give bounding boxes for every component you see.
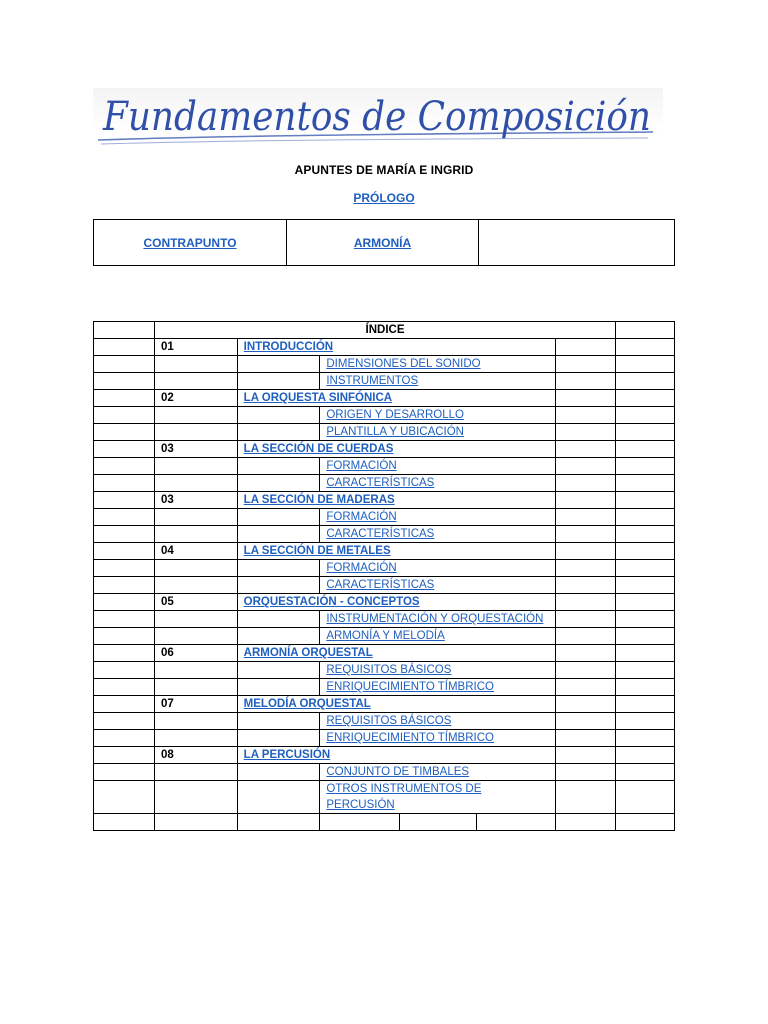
section-link[interactable]: MELODÍA ORQUESTAL xyxy=(243,698,371,710)
table-cell xyxy=(556,339,616,356)
subsection-cell xyxy=(320,713,556,730)
index-subsection-row xyxy=(94,424,675,441)
table-cell xyxy=(237,628,320,645)
table-cell xyxy=(556,747,616,764)
index-empty-row xyxy=(94,814,675,831)
table-cell xyxy=(556,577,616,594)
handwritten-title-logo xyxy=(93,88,663,150)
subsection-link[interactable]: FORMACIÓN xyxy=(326,562,397,574)
table-cell xyxy=(94,679,155,696)
table-cell xyxy=(154,730,237,747)
section-link[interactable]: INTRODUCCIÓN xyxy=(243,341,334,353)
table-cell xyxy=(237,526,320,543)
table-cell xyxy=(237,662,320,679)
subsection-link[interactable]: REQUISITOS BÁSICOS xyxy=(326,715,452,727)
index-section-row xyxy=(94,747,675,764)
table-cell xyxy=(154,577,237,594)
table-cell xyxy=(94,781,155,814)
table-cell xyxy=(154,814,237,831)
table-cell xyxy=(556,645,616,662)
section-cell xyxy=(237,747,555,764)
table-cell xyxy=(154,628,237,645)
index-section-row xyxy=(94,645,675,662)
subsection-link[interactable]: ORIGEN Y DESARROLLO xyxy=(326,409,464,421)
table-cell xyxy=(94,356,155,373)
index-subsection-row xyxy=(94,611,675,628)
table-cell xyxy=(556,781,616,814)
table-cell xyxy=(616,526,675,543)
section-number: 05 xyxy=(154,594,237,611)
section-cell xyxy=(237,390,555,407)
index-subsection-row xyxy=(94,475,675,492)
subsection-cell xyxy=(320,407,556,424)
table-cell xyxy=(94,764,155,781)
table-cell xyxy=(237,679,320,696)
section-cell xyxy=(237,594,555,611)
table-cell xyxy=(320,814,400,831)
section-cell xyxy=(237,339,555,356)
prologo-link[interactable]: PRÓLOGO xyxy=(353,191,415,205)
subsection-link[interactable]: CONJUNTO DE TIMBALES xyxy=(326,766,470,778)
table-cell xyxy=(556,730,616,747)
subsection-link[interactable]: CARACTERÍSTICAS xyxy=(326,477,435,489)
subsection-cell xyxy=(320,679,556,696)
index-subsection-row xyxy=(94,730,675,747)
table-cell xyxy=(616,356,675,373)
table-cell xyxy=(616,713,675,730)
section-number: 02 xyxy=(154,390,237,407)
table-cell xyxy=(616,730,675,747)
subsection-cell xyxy=(320,662,556,679)
section-cell xyxy=(237,492,555,509)
table-cell xyxy=(616,594,675,611)
table-cell xyxy=(94,611,155,628)
table-cell xyxy=(94,594,155,611)
table-cell xyxy=(556,373,616,390)
index-subsection-row xyxy=(94,356,675,373)
table-cell xyxy=(237,814,320,831)
table-cell xyxy=(94,475,155,492)
section-link[interactable]: LA PERCUSIÓN xyxy=(243,749,331,761)
index-section-row xyxy=(94,339,675,356)
index-subsection-row xyxy=(94,526,675,543)
section-number: 06 xyxy=(154,645,237,662)
table-cell xyxy=(94,747,155,764)
index-table xyxy=(93,321,675,831)
table-cell xyxy=(616,475,675,492)
index-section-row xyxy=(94,696,675,713)
table-cell xyxy=(154,424,237,441)
table-cell xyxy=(154,713,237,730)
table-cell xyxy=(237,356,320,373)
table-cell xyxy=(237,730,320,747)
index-subsection-row xyxy=(94,560,675,577)
subsection-cell xyxy=(320,373,556,390)
subsection-link[interactable]: ENRIQUECIMIENTO TÍMBRICO xyxy=(326,732,494,744)
table-cell xyxy=(616,509,675,526)
logo-text: Fundamentos de Composición xyxy=(102,94,652,140)
table-cell xyxy=(94,373,155,390)
table-cell xyxy=(94,322,155,339)
section-link[interactable]: ARMONÍA ORQUESTAL xyxy=(243,647,373,659)
index-subsection-row xyxy=(94,628,675,645)
index-subsection-row xyxy=(94,577,675,594)
table-cell xyxy=(616,764,675,781)
index-subsection-row xyxy=(94,781,675,814)
table-cell xyxy=(94,492,155,509)
table-cell xyxy=(94,730,155,747)
table-cell xyxy=(556,662,616,679)
index-subsection-row xyxy=(94,662,675,679)
table-cell xyxy=(94,814,155,831)
table-cell xyxy=(237,764,320,781)
table-cell xyxy=(94,560,155,577)
subsection-cell xyxy=(320,577,556,594)
index-subsection-row xyxy=(94,407,675,424)
subsection-cell xyxy=(320,764,556,781)
subsection-cell xyxy=(320,475,556,492)
table-cell xyxy=(237,424,320,441)
section-number: 07 xyxy=(154,696,237,713)
section-number: 08 xyxy=(154,747,237,764)
table-cell xyxy=(556,390,616,407)
table-cell xyxy=(94,441,155,458)
table-cell xyxy=(556,424,616,441)
subsection-link[interactable]: REQUISITOS BÁSICOS xyxy=(326,664,452,676)
index-subsection-row xyxy=(94,373,675,390)
table-cell xyxy=(556,475,616,492)
table-cell xyxy=(556,492,616,509)
nav-cell-armonia xyxy=(286,220,478,265)
table-cell xyxy=(237,713,320,730)
table-cell xyxy=(616,458,675,475)
section-cell xyxy=(237,645,555,662)
table-cell xyxy=(154,458,237,475)
table-cell xyxy=(616,322,675,339)
subsection-link[interactable]: INSTRUMENTACIÓN Y ORQUESTACIÓN xyxy=(326,613,544,625)
table-cell xyxy=(556,441,616,458)
subsection-link[interactable]: FORMACIÓN xyxy=(326,460,397,472)
table-cell xyxy=(616,696,675,713)
table-cell xyxy=(556,458,616,475)
table-cell xyxy=(616,560,675,577)
table-cell xyxy=(154,560,237,577)
subsection-cell xyxy=(320,424,556,441)
table-cell xyxy=(616,373,675,390)
table-cell xyxy=(556,594,616,611)
table-cell xyxy=(556,814,616,831)
table-cell xyxy=(154,373,237,390)
table-cell xyxy=(154,475,237,492)
table-cell xyxy=(616,645,675,662)
subsection-cell xyxy=(320,560,556,577)
index-subsection-row xyxy=(94,509,675,526)
index-header-row xyxy=(94,322,675,339)
table-cell xyxy=(237,407,320,424)
table-cell xyxy=(616,781,675,814)
section-link[interactable]: LA SECCIÓN DE METALES xyxy=(243,545,391,557)
table-cell xyxy=(556,679,616,696)
table-cell xyxy=(94,713,155,730)
table-cell xyxy=(154,526,237,543)
index-subsection-row xyxy=(94,713,675,730)
table-cell xyxy=(94,424,155,441)
subsection-link[interactable]: PLANTILLA Y UBICACIÓN xyxy=(326,426,464,438)
index-section-row xyxy=(94,390,675,407)
table-cell xyxy=(94,339,155,356)
subsection-cell xyxy=(320,781,556,814)
table-cell xyxy=(154,679,237,696)
section-number: 03 xyxy=(154,492,237,509)
table-cell xyxy=(616,662,675,679)
index-subsection-row xyxy=(94,764,675,781)
subsection-link[interactable]: OTROS INSTRUMENTOS DE PERCUSIÓN xyxy=(326,783,482,811)
document-subtitle: APUNTES DE MARÍA E INGRID xyxy=(294,163,474,177)
table-cell xyxy=(237,475,320,492)
table-cell xyxy=(556,543,616,560)
section-number: 03 xyxy=(154,441,237,458)
section-number: 01 xyxy=(154,339,237,356)
index-section-row xyxy=(94,492,675,509)
subsection-cell xyxy=(320,458,556,475)
table-cell xyxy=(399,814,477,831)
table-cell xyxy=(616,424,675,441)
table-cell xyxy=(477,814,556,831)
nav-cell-contrapunto xyxy=(94,220,286,265)
table-cell xyxy=(154,611,237,628)
table-cell xyxy=(237,611,320,628)
section-cell xyxy=(237,441,555,458)
subsection-link[interactable]: FORMACIÓN xyxy=(326,511,397,523)
table-cell xyxy=(616,814,675,831)
table-cell xyxy=(94,645,155,662)
table-cell xyxy=(94,543,155,560)
index-subsection-row xyxy=(94,679,675,696)
table-cell xyxy=(556,611,616,628)
contrapunto-link[interactable]: CONTRAPUNTO xyxy=(143,235,237,250)
subsection-cell xyxy=(320,628,556,645)
subsection-link[interactable]: ARMONÍA Y MELODÍA xyxy=(326,630,445,642)
index-title: ÍNDICE xyxy=(154,322,615,339)
table-cell xyxy=(616,543,675,560)
table-cell xyxy=(616,390,675,407)
table-cell xyxy=(94,662,155,679)
table-cell xyxy=(556,696,616,713)
table-cell xyxy=(616,339,675,356)
subsection-cell xyxy=(320,509,556,526)
subsection-cell xyxy=(320,611,556,628)
section-link[interactable]: LA SECCIÓN DE MADERAS xyxy=(243,494,395,506)
table-cell xyxy=(237,373,320,390)
subsection-link[interactable]: ENRIQUECIMIENTO TÍMBRICO xyxy=(326,681,494,693)
table-cell xyxy=(94,628,155,645)
table-cell xyxy=(94,577,155,594)
table-cell xyxy=(556,407,616,424)
table-cell xyxy=(556,509,616,526)
subsection-link[interactable]: CARACTERÍSTICAS xyxy=(326,579,435,591)
table-cell xyxy=(94,458,155,475)
table-cell xyxy=(616,441,675,458)
table-cell xyxy=(556,560,616,577)
table-cell xyxy=(154,764,237,781)
index-section-row xyxy=(94,543,675,560)
subsection-link[interactable]: DIMENSIONES DEL SONIDO xyxy=(326,358,481,370)
index-table-body xyxy=(94,322,675,831)
subsection-link[interactable]: INSTRUMENTOS xyxy=(326,375,419,387)
table-cell xyxy=(556,713,616,730)
table-cell xyxy=(154,356,237,373)
section-link[interactable]: ORQUESTACIÓN - CONCEPTOS xyxy=(243,596,420,608)
subsection-cell xyxy=(320,526,556,543)
section-link[interactable]: LA SECCIÓN DE CUERDAS xyxy=(243,443,394,455)
table-cell xyxy=(237,458,320,475)
table-cell xyxy=(556,764,616,781)
subsection-link[interactable]: CARACTERÍSTICAS xyxy=(326,528,435,540)
armonia-link[interactable]: ARMONÍA xyxy=(353,235,412,250)
section-cell xyxy=(237,543,555,560)
table-cell xyxy=(94,696,155,713)
table-cell xyxy=(237,781,320,814)
table-cell xyxy=(616,611,675,628)
table-cell xyxy=(154,509,237,526)
table-cell xyxy=(94,390,155,407)
index-subsection-row xyxy=(94,458,675,475)
index-section-row xyxy=(94,594,675,611)
table-cell xyxy=(154,407,237,424)
table-cell xyxy=(237,560,320,577)
table-cell xyxy=(154,662,237,679)
table-cell xyxy=(616,628,675,645)
table-cell xyxy=(616,492,675,509)
table-cell xyxy=(94,526,155,543)
subsection-cell xyxy=(320,730,556,747)
section-link[interactable]: LA ORQUESTA SINFÓNICA xyxy=(243,392,393,404)
table-cell xyxy=(616,679,675,696)
title-banner xyxy=(93,88,663,150)
subsection-cell xyxy=(320,356,556,373)
section-cell xyxy=(237,696,555,713)
nav-cell-empty xyxy=(478,220,674,265)
table-cell xyxy=(154,781,237,814)
table-cell xyxy=(237,509,320,526)
table-cell xyxy=(556,628,616,645)
table-cell xyxy=(94,509,155,526)
section-nav-box xyxy=(93,219,675,266)
section-number: 04 xyxy=(154,543,237,560)
table-cell xyxy=(556,356,616,373)
table-cell xyxy=(556,526,616,543)
table-cell xyxy=(616,747,675,764)
table-cell xyxy=(616,577,675,594)
index-section-row xyxy=(94,441,675,458)
table-cell xyxy=(237,577,320,594)
table-cell xyxy=(94,407,155,424)
table-cell xyxy=(616,407,675,424)
